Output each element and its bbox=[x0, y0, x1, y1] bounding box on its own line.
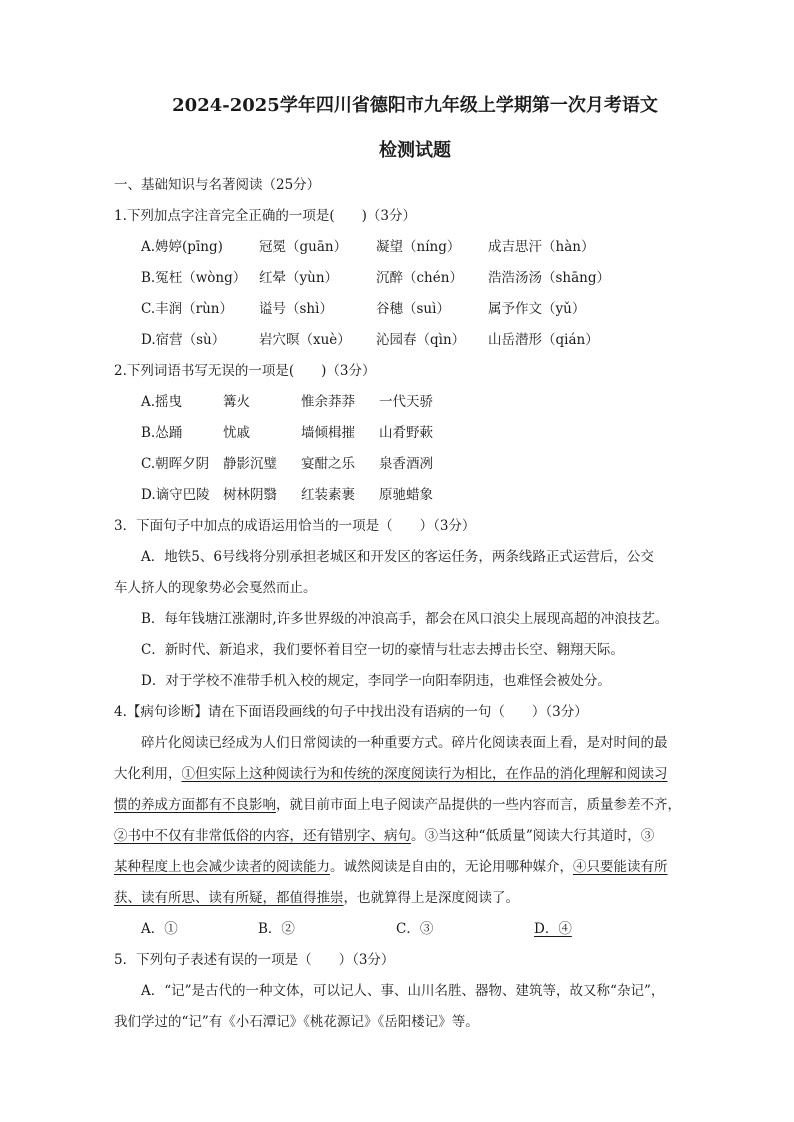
q4-option-d: D．④ bbox=[534, 921, 572, 937]
passage-text: ，也就算得上是深度阅读了。 bbox=[343, 890, 519, 906]
q1-c-2: 谥号（shì） bbox=[259, 301, 333, 317]
question-4-stem: 4.【病句诊断】请在下面语段画线的句子中找出没有语病的一句（ ）（3分） bbox=[114, 704, 588, 720]
passage-line-1: 碎片化阅读已经成为人们日常阅读的一种重要方式。碎片化阅读表面上看，是对时间的最 bbox=[141, 735, 668, 751]
q2-c-3: 宴酣之乐 bbox=[301, 456, 355, 472]
underlined-sentence-3: 某种程度上也会减少读者的阅读能力 bbox=[114, 859, 330, 875]
q2-option-c bbox=[141, 454, 716, 474]
q1-option-c bbox=[141, 299, 716, 319]
q1-c-1: C.丰润（rùn） bbox=[141, 301, 233, 317]
q1-c-3: 谷穗（suì） bbox=[376, 301, 450, 317]
q1-option-b bbox=[141, 268, 716, 288]
q3-option-a-cont: 车人挤人的现象势必会戛然而止。 bbox=[114, 580, 317, 596]
q1-b-3: 沉醉（chén） bbox=[376, 270, 463, 286]
passage-line-6 bbox=[114, 888, 716, 908]
q4-passage bbox=[114, 733, 716, 908]
q2-d-3: 红装素裹 bbox=[301, 487, 355, 503]
q1-a-2: 冠冕（guān） bbox=[259, 239, 348, 255]
passage-text: 。诚然阅读是自由的，无论用哪种媒介， bbox=[330, 859, 573, 875]
q2-b-4: 山肴野蔌 bbox=[379, 425, 433, 441]
q2-a-4: 一代天骄 bbox=[379, 394, 433, 410]
q2-option-b bbox=[141, 423, 716, 443]
passage-text: ，就目前市面上电子阅读产品提供的一些内容而言，质量参差不齐， bbox=[276, 797, 681, 813]
title-line-1: 2024-2025学年四川省德阳市九年级上学期第一次月考语文 bbox=[172, 95, 658, 116]
passage-text: 大化利用， bbox=[114, 766, 182, 782]
q2-option-a bbox=[141, 392, 716, 412]
q2-a-3: 惟余莽莽 bbox=[301, 394, 355, 410]
q2-c-4: 泉香酒冽 bbox=[379, 456, 433, 472]
underlined-sentence-4: ④只要能读有所 bbox=[573, 859, 668, 875]
passage-line-5 bbox=[114, 857, 716, 877]
underlined-sentence-1-cont: 惯的养成方面都有不良影响 bbox=[114, 797, 276, 813]
q2-d-1: D.谪守巴陵 bbox=[141, 487, 210, 503]
q1-a-1: A.娉婷(pīng) bbox=[141, 239, 223, 255]
passage-line-2 bbox=[114, 764, 716, 784]
question-5-stem: 5．下列句子表述有误的一项是（ ）（3分） bbox=[114, 952, 395, 968]
q1-c-4: 属予作文（yǔ） bbox=[488, 301, 586, 317]
q1-d-4: 山岳潜形（qián） bbox=[488, 332, 599, 348]
q3-option-c: C．新时代、新追求，我们要怀着目空一切的豪情与壮志去搏击长空、翱翔天际。 bbox=[141, 642, 624, 658]
q2-option-d bbox=[141, 485, 716, 505]
passage-line-4 bbox=[114, 826, 716, 846]
q2-a-1: A.摇曳 bbox=[141, 394, 183, 410]
q1-b-1: B.冤枉（wòng） bbox=[141, 270, 247, 286]
q4-option-c: C．③ bbox=[396, 921, 434, 937]
underlined-sentence-4-cont: 获、读有所思、读有所疑，都值得推崇 bbox=[114, 890, 344, 906]
q2-c-2: 静影沉璧 bbox=[223, 456, 277, 472]
q1-b-2: 红晕（yùn） bbox=[259, 270, 339, 286]
title-line-2: 检测试题 bbox=[379, 140, 451, 161]
q1-a-4: 成吉思汗（hàn） bbox=[488, 239, 595, 255]
q4-options bbox=[141, 919, 716, 939]
q1-option-d bbox=[141, 330, 716, 350]
q4-option-b: B．② bbox=[258, 921, 295, 937]
question-3-stem: 3．下面句子中加点的成语运用恰当的一项是（ ）（3分） bbox=[114, 518, 476, 534]
q3-option-a: A．地铁5、6号线将分别承担老城区和开发区的客运任务，两条线路正式运营后，公交 bbox=[141, 549, 654, 565]
q2-a-2: 篝火 bbox=[223, 394, 250, 410]
q2-c-1: C.朝晖夕阴 bbox=[141, 456, 210, 472]
underlined-sentence-2: ②书中不仅有非常低俗的内容，还有错别字、病句 bbox=[114, 828, 411, 844]
q2-b-1: B.怂踊 bbox=[141, 425, 183, 441]
q3-option-d: D．对于学校不准带手机入校的规定，李同学一向阳奉阴违，也难怪会被处分。 bbox=[141, 673, 611, 689]
q2-b-3: 墙倾楫摧 bbox=[301, 425, 355, 441]
q1-d-3: 沁园春（qìn） bbox=[376, 332, 466, 348]
q3-option-b: B．每年钱塘江涨潮时,许多世界级的冲浪高手，都会在风口浪尖上展现高超的冲浪技艺。 bbox=[141, 611, 669, 627]
q2-d-2: 树林阴翳 bbox=[223, 487, 277, 503]
passage-line-3 bbox=[114, 795, 716, 815]
q5-option-a-cont: 我们学过的“记”有《小石潭记》《桃花源记》《岳阳楼记》等。 bbox=[114, 1014, 479, 1030]
q1-d-2: 岩穴暝（xuè） bbox=[259, 332, 351, 348]
q1-d-1: D.宿营（sù） bbox=[141, 332, 226, 348]
question-1-stem: 1.下列加点字注音完全正确的一项是( )（3分） bbox=[114, 208, 417, 224]
q1-option-a bbox=[141, 237, 716, 257]
section-heading: 一、基础知识与名著阅读（25分） bbox=[114, 177, 321, 193]
q1-b-4: 浩浩汤汤（shāng） bbox=[488, 270, 611, 286]
q5-option-a: A．“记”是古代的一种文体，可以记人、事、山川名胜、器物、建筑等，故又称“杂记”， bbox=[141, 983, 665, 999]
q2-b-2: 忧戚 bbox=[223, 425, 250, 441]
q1-a-3: 凝望（níng） bbox=[376, 239, 461, 255]
passage-text: 。③当这种“低质量”阅读大行其道时，③ bbox=[411, 828, 655, 844]
underlined-sentence-1: ①但实际上这种阅读行为和传统的深度阅读行为相比，在作品的消化理解和阅读习 bbox=[181, 766, 668, 782]
q4-option-a: A．① bbox=[141, 921, 178, 937]
q2-d-4: 原驰蜡象 bbox=[379, 487, 433, 503]
question-2-stem: 2.下列词语书写无误的一项是( )（3分） bbox=[114, 363, 376, 379]
